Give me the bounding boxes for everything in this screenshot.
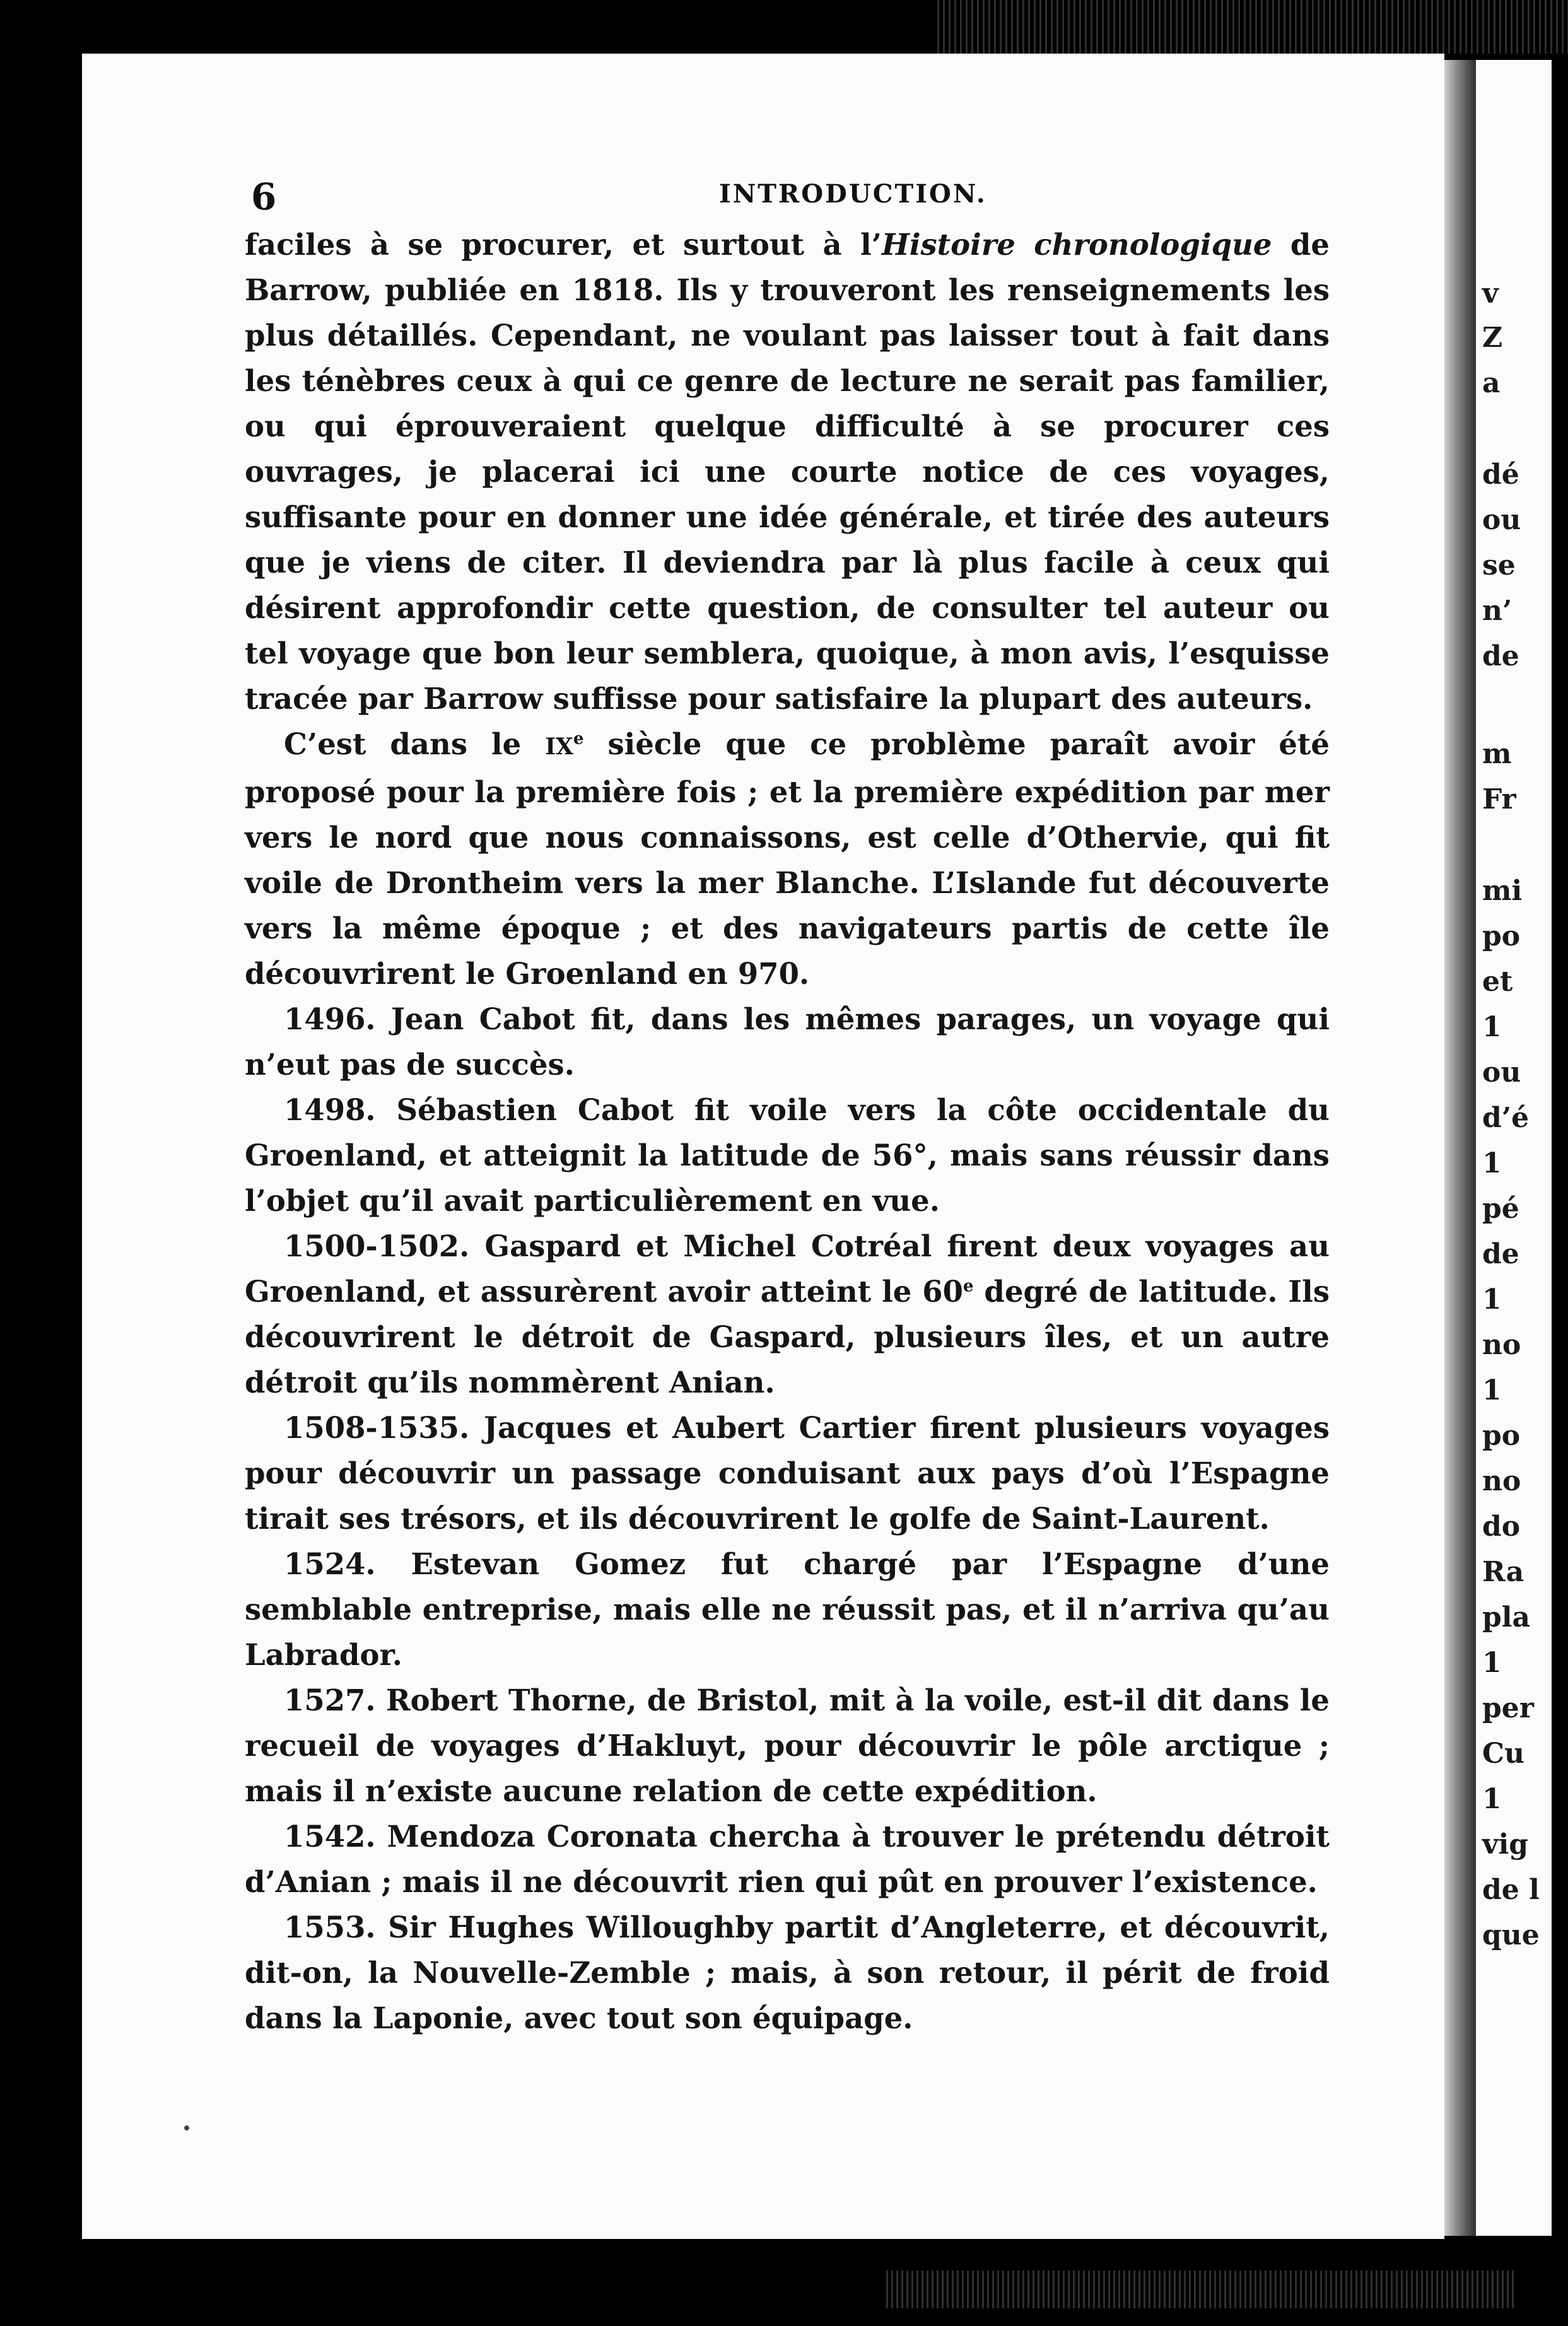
facing-fragment: 1 — [1482, 1011, 1502, 1043]
facing-fragment: Cu — [1482, 1738, 1525, 1770]
facing-fragment: n’ — [1482, 595, 1512, 627]
text-run: C’est dans le — [284, 727, 546, 761]
chronology-entry — [245, 1678, 1330, 1814]
facing-fragment: no — [1482, 1329, 1521, 1361]
page-header — [0, 175, 1568, 218]
superscript: e — [573, 729, 584, 749]
text-run: 1524. Estevan Gomez fut chargé par l’Espagne d’une semblable entreprise, mais elle ne réussit pas, et il n’arriva qu’au Labrador. — [245, 1546, 1330, 1672]
page-speck — [184, 2125, 189, 2130]
page-body — [245, 222, 1330, 2041]
facing-fragment: m — [1482, 738, 1512, 770]
facing-fragment: et — [1482, 966, 1513, 998]
text-run: 1500-1502. Gaspard et Michel Cotréal firent deux voyages au Groenland, et assurèrent avoir atteint le 60 — [245, 1229, 1330, 1309]
chronology-entry — [245, 1814, 1330, 1905]
facing-fragment: v — [1482, 278, 1499, 310]
facing-fragment: a — [1482, 367, 1501, 399]
facing-fragment: de — [1482, 640, 1519, 672]
superscript: e — [963, 1277, 974, 1296]
facing-fragment: Ra — [1482, 1556, 1524, 1588]
text-run: 1542. Mendoza Coronata chercha à trouver le prétendu détroit d’Anian ; mais il ne découvrit rien qui pût en prouver l’existence. — [245, 1819, 1330, 1899]
century-numeral: IX — [545, 733, 573, 760]
scan-edge-top — [933, 0, 1568, 54]
book-gutter — [1444, 60, 1476, 2236]
facing-fragment: que — [1482, 1919, 1540, 1951]
text-run: 1508-1535. Jacques et Aubert Cartier firent plusieurs voyages pour découvrir un passage conduisant aux pays d’où l’Espagne tirait ses trésors, et ils découvrirent le golfe de Saint-Laurent. — [245, 1410, 1330, 1536]
facing-fragment: de — [1482, 1238, 1519, 1270]
facing-fragment: d’é — [1482, 1102, 1530, 1134]
text-run: de Barrow, publiée en 1818. Ils y trouveront les renseignements les plus détaillés. Cependant, ne voulant pas laisser tout à fait dans les ténèbres ceux à qui ce genre de lecture ne serait pas familier, ou qui éprouveraient quelque difficulté à se procurer ces ouvrages, je placerai ici une courte notice de ces voyages, suffisante pour en donner une idée générale, et tirée des auteurs que je viens de citer. Il deviendra par là plus facile à ceux qui désirent approfondir cette question, de consulter tel auteur ou tel voyage que bon leur semblera, quoique, à mon avis, l’esquisse tracée par Barrow suffisse pour satisfaire la plupart des auteurs. — [245, 227, 1330, 716]
facing-fragment: 1 — [1482, 1147, 1502, 1179]
text-run: faciles à se procurer, et surtout à l’ — [245, 227, 882, 262]
facing-fragment: Fr — [1482, 783, 1516, 815]
facing-fragment: 1 — [1482, 1647, 1502, 1679]
scan-edge-bottom — [883, 2270, 1514, 2308]
facing-fragment: no — [1482, 1465, 1521, 1497]
facing-fragment: dé — [1482, 459, 1519, 491]
chronology-entry — [245, 1541, 1330, 1678]
paragraph — [245, 722, 1330, 996]
text-run: siècle que ce problème paraît avoir été proposé pour la première fois ; et la première expédition par mer vers le nord que nous connaissons, est celle d’Othervie, qui fit voile de Drontheim vers la mer Blanche. L’Islande fut découverte vers la même époque ; et des navigateurs partis de cette île découvrirent le Groenland en 970. — [245, 727, 1330, 991]
paragraph — [245, 222, 1330, 722]
facing-fragment: do — [1482, 1511, 1521, 1543]
text-run: 1553. Sir Hughes Willoughby partit d’Angleterre, et découvrit, dit-on, la Nouvelle-Zemble ; mais, à son retour, il périt de froid dans la Laponie, avec tout son équipage. — [245, 1910, 1330, 2035]
facing-fragment: pla — [1482, 1601, 1530, 1633]
text-run: 1527. Robert Thorne, de Bristol, mit à la voile, est-il dit dans le recueil de voyages d’Hakluyt, pour découvrir le pôle arctique ; mais il n’existe aucune relation de cette expédition. — [245, 1683, 1330, 1808]
facing-page-edge — [1476, 60, 1552, 2236]
chronology-entry — [245, 1405, 1330, 1541]
page-number: 6 — [251, 175, 277, 218]
chronology-entry — [245, 1224, 1330, 1405]
text-run: 1498. Sébastien Cabot fit voile vers la côte occidentale du Groenland, et atteignit la latitude de 56°, mais sans réussir dans l’objet qu’il avait particulièrement en vue. — [245, 1092, 1330, 1218]
facing-fragment: mi — [1482, 875, 1523, 907]
facing-fragment: Z — [1482, 322, 1503, 354]
facing-fragment: pé — [1482, 1193, 1519, 1225]
facing-fragment: 1 — [1482, 1283, 1502, 1316]
facing-fragment: po — [1482, 1420, 1521, 1452]
facing-fragment: per — [1482, 1692, 1534, 1724]
facing-fragment: 1 — [1482, 1374, 1502, 1406]
facing-fragment: po — [1482, 920, 1521, 952]
facing-fragment: vig — [1482, 1828, 1529, 1861]
facing-fragment: 1 — [1482, 1783, 1502, 1815]
chronology-entry — [245, 996, 1330, 1087]
facing-fragment: ou — [1482, 1056, 1521, 1089]
facing-fragment: se — [1482, 549, 1516, 582]
text-run: degré de latitude. Ils découvrirent le détroit de Gaspard, plusieurs îles, et un autre détroit qu’ils nommèrent Anian. — [245, 1274, 1330, 1400]
book-title-italic: Histoire chronologique — [881, 227, 1272, 262]
text-run: 1496. Jean Cabot fit, dans les mêmes parages, un voyage qui n’eut pas de succès. — [245, 1002, 1330, 1082]
facing-fragment: de l — [1482, 1874, 1540, 1906]
running-title: INTRODUCTION. — [719, 179, 987, 209]
chronology-entry — [245, 1087, 1330, 1224]
chronology-entry — [245, 1905, 1330, 2041]
facing-fragment: ou — [1482, 504, 1521, 536]
